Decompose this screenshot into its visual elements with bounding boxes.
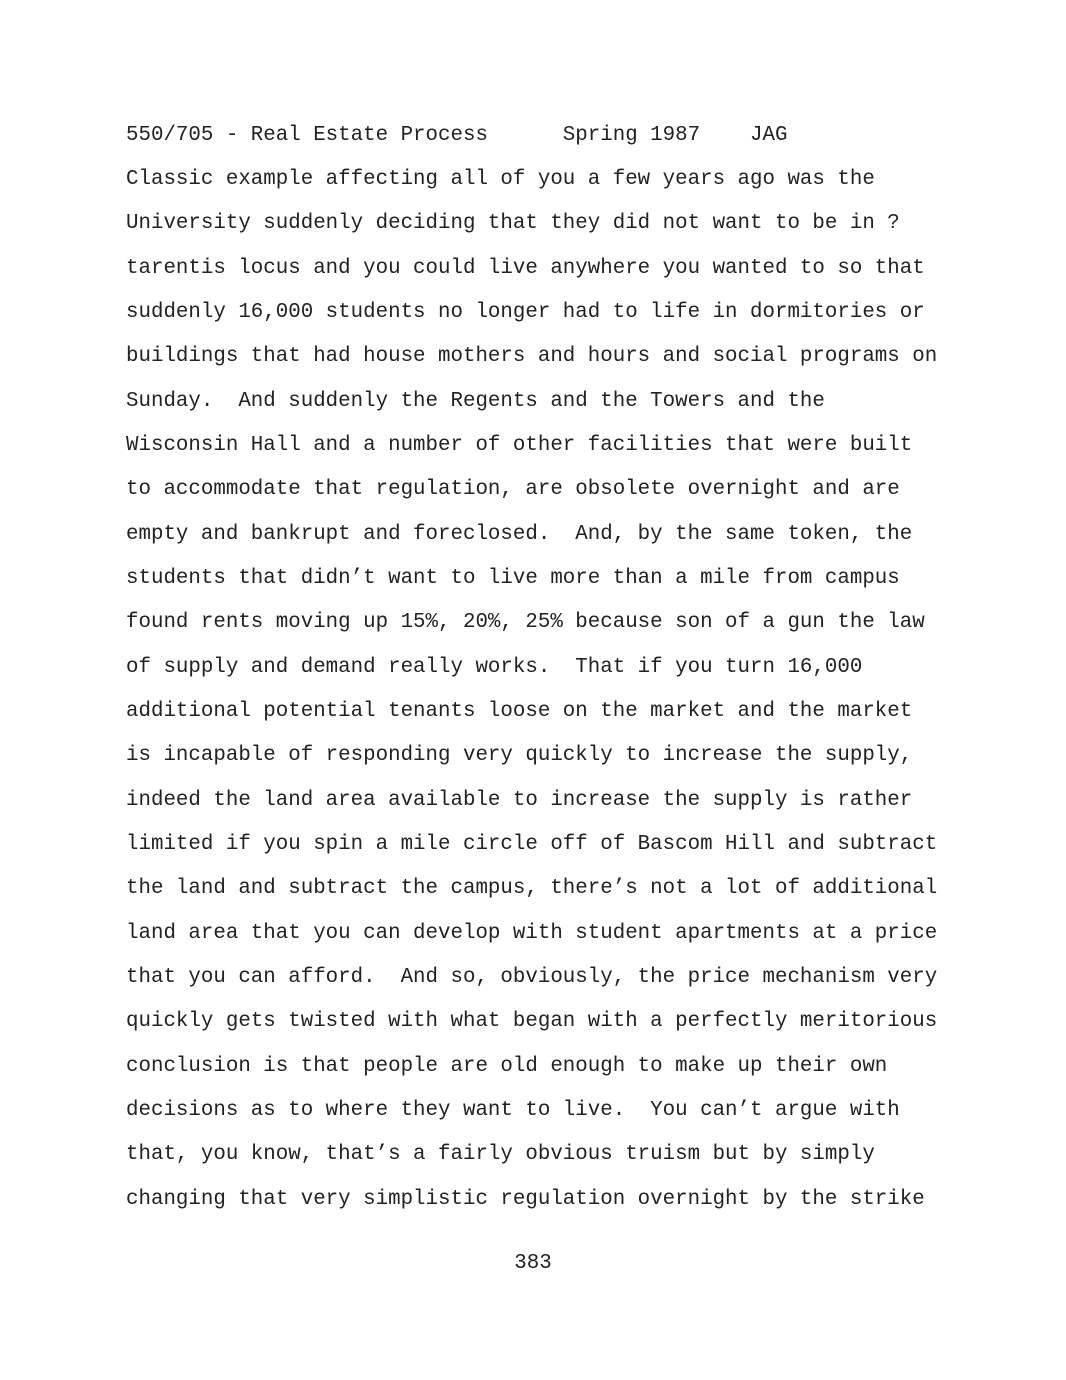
text-line: University suddenly deciding that they did not want to be in ? bbox=[126, 212, 900, 236]
text-line: limited if you spin a mile circle off of Bascom Hill and subtract bbox=[126, 832, 938, 856]
text-line: indeed the land area available to increase the supply is rather bbox=[126, 788, 913, 812]
page-number: 383 bbox=[514, 1252, 552, 1275]
page-header: 550/705 - Real Estate Process Spring 1987 JAG bbox=[126, 124, 788, 147]
text-line: additional potential tenants loose on the market and the market bbox=[126, 699, 913, 723]
text-line: Wisconsin Hall and a number of other facilities that were built bbox=[126, 433, 913, 457]
text-line: found rents moving up 15%, 20%, 25% because son of a gun the law bbox=[126, 611, 925, 635]
text-line: tarentis locus and you could live anywhere you wanted to so that bbox=[126, 256, 925, 280]
text-line: suddenly 16,000 students no longer had to life in dormitories or bbox=[126, 300, 925, 324]
text-line: empty and bankrupt and foreclosed. And, by the same token, the bbox=[126, 522, 913, 546]
text-line: that you can afford. And so, obviously, the price mechanism very bbox=[126, 965, 938, 989]
text-line: of supply and demand really works. That if you turn 16,000 bbox=[126, 655, 863, 679]
text-line: changing that very simplistic regulation overnight by the strike bbox=[126, 1187, 925, 1211]
text-line: decisions as to where they want to live. You can’t argue with bbox=[126, 1098, 900, 1122]
text-line: the land and subtract the campus, there’s not a lot of additional bbox=[126, 877, 938, 901]
text-line: Classic example affecting all of you a few years ago was the bbox=[126, 168, 875, 191]
text-line: that, you know, that’s a fairly obvious truism but by simply bbox=[126, 1143, 875, 1167]
text-line: buildings that had house mothers and hours and social programs on bbox=[126, 345, 938, 369]
text-line: students that didn’t want to live more than a mile from campus bbox=[126, 566, 900, 590]
text-line: Sunday. And suddenly the Regents and the Towers and the bbox=[126, 389, 825, 413]
text-line: conclusion is that people are old enough to make up their own bbox=[126, 1054, 888, 1078]
text-line: is incapable of responding very quickly to increase the supply, bbox=[126, 744, 913, 768]
transcript-body bbox=[126, 166, 937, 1230]
text-line: land area that you can develop with student apartments at a price bbox=[126, 921, 938, 945]
text-line: to accommodate that regulation, are obsolete overnight and are bbox=[126, 478, 900, 502]
text-line: quickly gets twisted with what began with a perfectly meritorious bbox=[126, 1010, 938, 1034]
